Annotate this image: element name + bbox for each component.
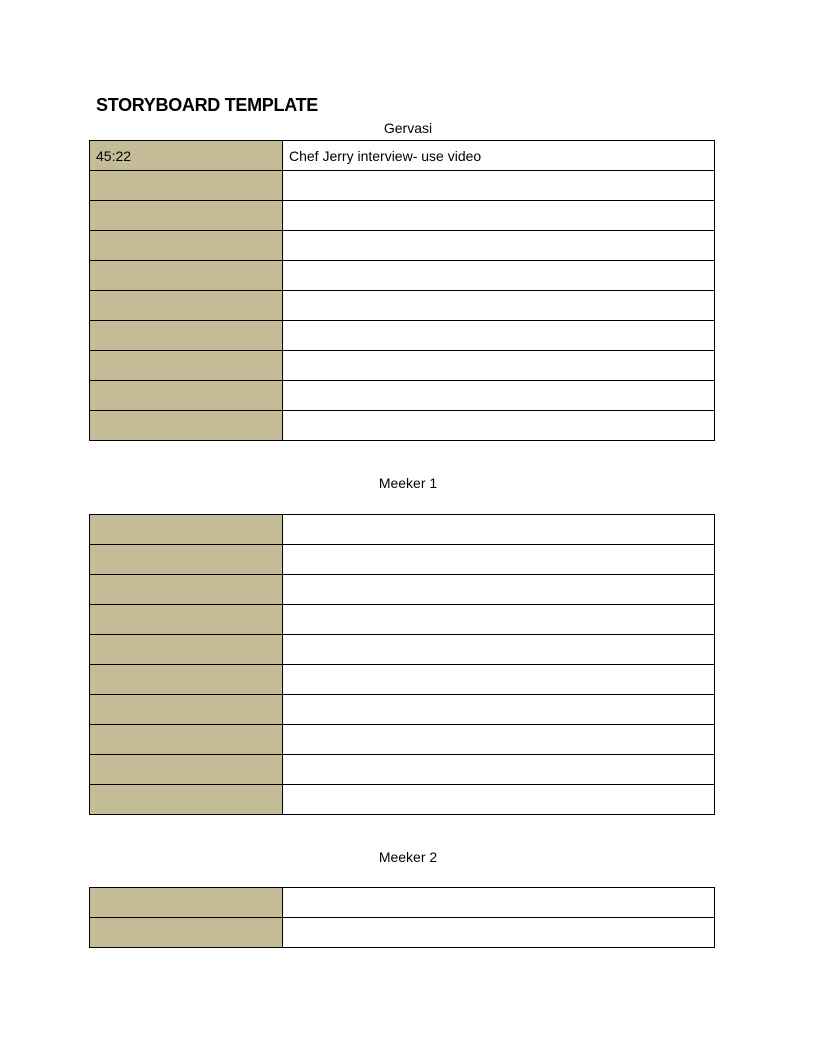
section-label-gervasi: Gervasi	[383, 120, 433, 136]
time-cell[interactable]	[90, 888, 283, 918]
time-cell[interactable]	[90, 515, 283, 545]
section-label-meeker-1: Meeker 1	[378, 475, 438, 491]
time-cell[interactable]	[90, 918, 283, 948]
page-title: STORYBOARD TEMPLATE	[96, 95, 318, 115]
time-cell[interactable]: 45:22	[90, 141, 283, 171]
description-cell[interactable]	[283, 171, 715, 201]
time-cell[interactable]	[90, 321, 283, 351]
table-row	[90, 321, 715, 351]
description-cell[interactable]	[283, 291, 715, 321]
table-row	[90, 888, 715, 918]
table-row	[90, 635, 715, 665]
table-row	[90, 351, 715, 381]
section-label-meeker-2: Meeker 2	[378, 849, 438, 865]
table-row	[90, 918, 715, 948]
storyboard-table-meeker-1	[89, 514, 715, 815]
table-row	[90, 725, 715, 755]
time-cell[interactable]	[90, 201, 283, 231]
description-cell[interactable]	[283, 785, 715, 815]
table-row	[90, 695, 715, 725]
time-cell[interactable]	[90, 231, 283, 261]
table-row	[90, 261, 715, 291]
description-cell[interactable]	[283, 918, 715, 948]
description-cell[interactable]	[283, 321, 715, 351]
description-cell[interactable]	[283, 201, 715, 231]
storyboard-table-meeker-2	[89, 887, 715, 948]
time-cell[interactable]	[90, 351, 283, 381]
table-row	[90, 171, 715, 201]
time-cell[interactable]	[90, 291, 283, 321]
storyboard-table-gervasi	[89, 140, 715, 441]
time-cell[interactable]	[90, 605, 283, 635]
description-cell[interactable]	[283, 665, 715, 695]
table-row	[90, 605, 715, 635]
table-row	[90, 755, 715, 785]
description-cell[interactable]	[283, 231, 715, 261]
time-cell[interactable]	[90, 785, 283, 815]
description-cell[interactable]: Chef Jerry interview- use video	[283, 141, 715, 171]
table-row	[90, 785, 715, 815]
time-cell[interactable]	[90, 755, 283, 785]
time-cell[interactable]	[90, 381, 283, 411]
description-cell[interactable]	[283, 411, 715, 441]
table-row	[90, 231, 715, 261]
description-cell[interactable]	[283, 755, 715, 785]
description-cell[interactable]	[283, 695, 715, 725]
description-cell[interactable]	[283, 635, 715, 665]
table-row	[90, 141, 715, 171]
description-cell[interactable]	[283, 575, 715, 605]
description-cell[interactable]	[283, 381, 715, 411]
time-cell[interactable]	[90, 635, 283, 665]
table-row	[90, 515, 715, 545]
time-cell[interactable]	[90, 725, 283, 755]
description-cell[interactable]	[283, 261, 715, 291]
time-cell[interactable]	[90, 695, 283, 725]
table-row	[90, 201, 715, 231]
time-cell[interactable]	[90, 665, 283, 695]
table-row	[90, 411, 715, 441]
table-row	[90, 665, 715, 695]
table-row	[90, 545, 715, 575]
description-cell[interactable]	[283, 515, 715, 545]
table-row	[90, 291, 715, 321]
description-cell[interactable]	[283, 888, 715, 918]
description-cell[interactable]	[283, 605, 715, 635]
table-row	[90, 381, 715, 411]
description-cell[interactable]	[283, 725, 715, 755]
time-cell[interactable]	[90, 545, 283, 575]
description-cell[interactable]	[283, 545, 715, 575]
table-row	[90, 575, 715, 605]
time-cell[interactable]	[90, 575, 283, 605]
time-cell[interactable]	[90, 411, 283, 441]
description-cell[interactable]	[283, 351, 715, 381]
time-cell[interactable]	[90, 261, 283, 291]
time-cell[interactable]	[90, 171, 283, 201]
